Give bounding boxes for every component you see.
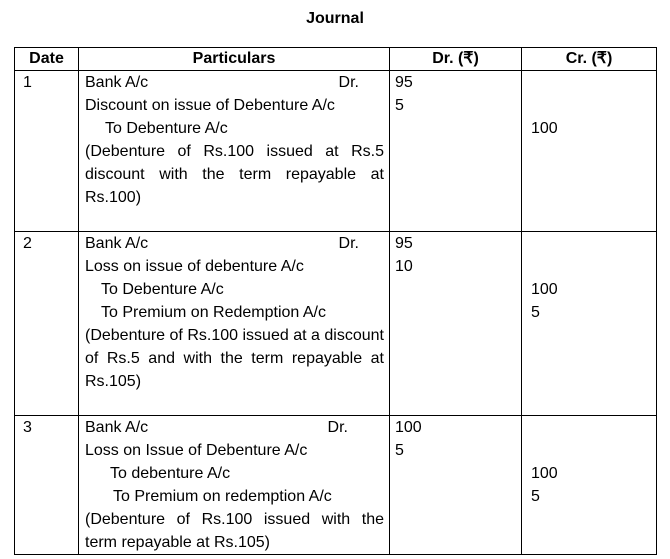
credit-account: To Premium on redemption A/c bbox=[113, 488, 332, 505]
header-particulars: Particulars bbox=[79, 48, 390, 71]
header-row bbox=[15, 48, 657, 71]
debit-line bbox=[85, 71, 384, 94]
dr-amount: 100 bbox=[395, 419, 422, 436]
dr-marker: Dr. bbox=[338, 74, 359, 91]
dr-amount: 10 bbox=[395, 258, 413, 275]
entry-date-cell bbox=[15, 232, 79, 416]
entry-date: 1 bbox=[23, 74, 32, 91]
narration: (Debenture of Rs.100 issued at Rs.5 discount with the term repayable at Rs.100) bbox=[85, 143, 384, 206]
header-date: Date bbox=[15, 48, 79, 71]
table-row bbox=[15, 232, 657, 416]
debit-account: Loss on Issue of Debenture A/c bbox=[85, 442, 308, 459]
credit-account: To Premium on Redemption A/c bbox=[101, 304, 326, 321]
cr-amount: 100 bbox=[531, 281, 558, 298]
entry-date-cell bbox=[15, 416, 79, 555]
header-dr: Dr. (₹) bbox=[390, 48, 522, 71]
entry-particulars-cell bbox=[79, 416, 390, 555]
debit-line bbox=[85, 416, 384, 439]
debit-account: Bank A/c bbox=[85, 235, 149, 252]
dr-amount: 95 bbox=[395, 235, 413, 252]
entry-cr-cell bbox=[522, 71, 657, 232]
cr-amount: 100 bbox=[531, 465, 558, 482]
credit-account: To debenture A/c bbox=[110, 465, 231, 482]
narration: (Debenture of Rs.100 issued with the term repayable at Rs.105) bbox=[85, 511, 384, 551]
entry-cr-cell bbox=[522, 416, 657, 555]
table-row bbox=[15, 71, 657, 232]
journal-table bbox=[14, 47, 657, 555]
debit-line bbox=[85, 232, 384, 255]
table-row bbox=[15, 416, 657, 555]
entry-date: 3 bbox=[23, 419, 32, 436]
dr-amount: 5 bbox=[395, 442, 404, 459]
cr-amount: 5 bbox=[531, 488, 540, 505]
entry-date-cell bbox=[15, 71, 79, 232]
cr-amount: 100 bbox=[531, 120, 558, 137]
journal-title: Journal bbox=[306, 10, 364, 27]
dr-marker: Dr. bbox=[327, 419, 348, 436]
debit-account: Bank A/c bbox=[85, 74, 149, 91]
dr-marker: Dr. bbox=[338, 235, 359, 252]
credit-account: To Debenture A/c bbox=[105, 120, 228, 137]
entry-particulars-cell bbox=[79, 71, 390, 232]
header-cr: Cr. (₹) bbox=[522, 48, 657, 71]
cr-amount: 5 bbox=[531, 304, 540, 321]
entry-particulars-cell bbox=[79, 232, 390, 416]
entry-dr-cell bbox=[390, 232, 522, 416]
entry-dr-cell bbox=[390, 71, 522, 232]
debit-account: Loss on issue of debenture A/c bbox=[85, 258, 304, 275]
dr-amount: 95 bbox=[395, 74, 413, 91]
narration: (Debenture of Rs.100 issued at a discount of Rs.5 and with the term repayable at Rs.105) bbox=[85, 327, 384, 390]
dr-amount: 5 bbox=[395, 97, 404, 114]
entry-dr-cell bbox=[390, 416, 522, 555]
entry-date: 2 bbox=[23, 235, 32, 252]
debit-account: Bank A/c bbox=[85, 419, 149, 436]
credit-account: To Debenture A/c bbox=[101, 281, 224, 298]
entry-cr-cell bbox=[522, 232, 657, 416]
debit-account: Discount on issue of Debenture A/c bbox=[85, 97, 335, 114]
